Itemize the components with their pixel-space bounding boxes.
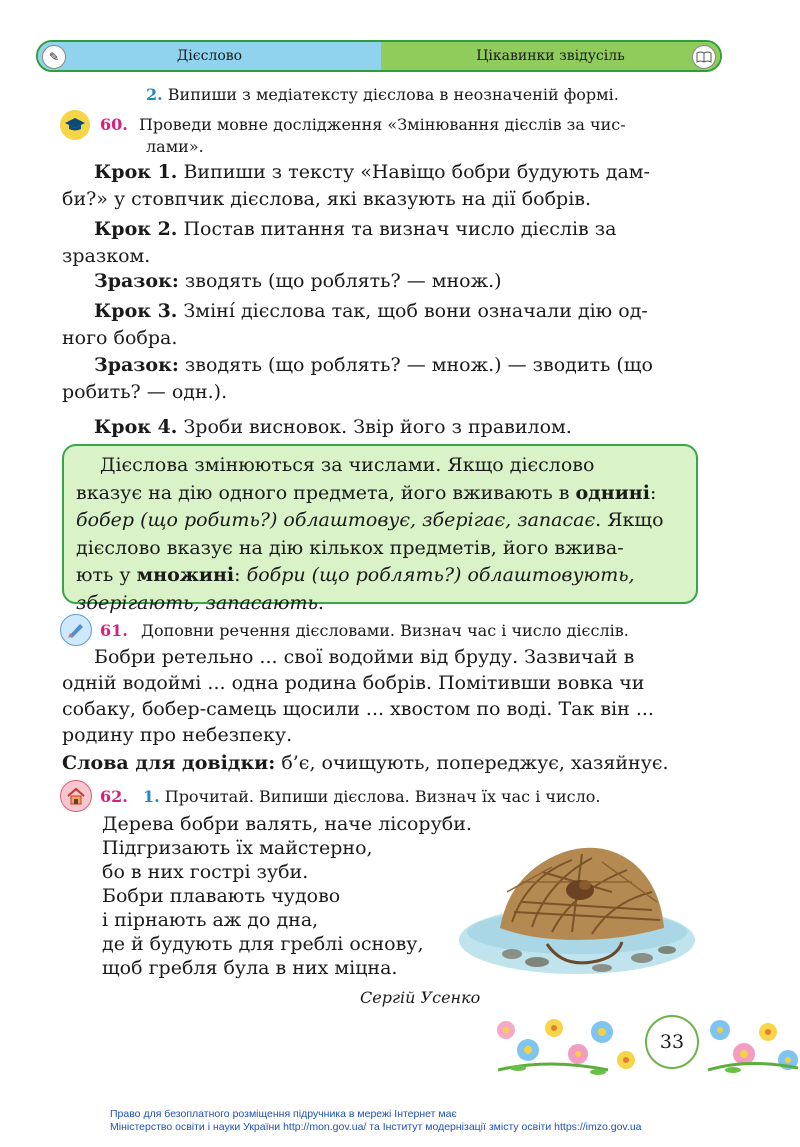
intro-line-2: лами». — [146, 137, 204, 156]
subtask-number: 1. — [142, 787, 160, 806]
step-4 — [94, 414, 572, 441]
sample-1-text: зводять (що роблять? — множ.) — [184, 270, 502, 292]
rule-text: . Якщо — [595, 509, 664, 531]
poem — [102, 812, 472, 980]
pen-icon: ✎ — [42, 45, 66, 69]
exercise-number: 60. — [100, 115, 128, 134]
page-number: 33 — [645, 1015, 699, 1069]
rubric-title: Цікавинки звідусіль — [476, 48, 625, 64]
ex61-line-3: собаку, бобер-самець щосили ... хвостом по воді. Так він ... — [62, 698, 654, 720]
step-2 — [94, 216, 698, 243]
task-2 — [146, 84, 619, 106]
beaver-lodge-illustration — [452, 832, 702, 982]
ex61-line-1: Бобри ретельно ... свої водойми від бруду. Зазвичай в — [94, 646, 635, 668]
step-3-text: Змiнí дієслова так, щоб вони означали дію од- — [183, 300, 648, 322]
writing-hand-icon — [60, 614, 92, 646]
header-bar — [36, 40, 722, 72]
poem-line: бо в них гострі зуби. — [102, 861, 309, 883]
step-1 — [94, 159, 698, 186]
rule-text: . — [317, 591, 324, 614]
intro-line-1: Проведи мовне дослідження «Змінювання дієслів за чис- — [138, 115, 626, 134]
footer-line-1: Право для безоплатного розміщення підручника в мережі Інтернет має — [110, 1108, 457, 1120]
step-4-text: Зроби висновок. Звір його з правилом. — [183, 416, 572, 438]
header-left — [38, 42, 381, 70]
sample-label: Зразок: — [94, 354, 179, 376]
exercise-number: 61. — [100, 621, 128, 640]
step-3 — [94, 298, 698, 325]
sample-2 — [94, 352, 698, 379]
step-1-line-2: би?» у стовпчик дієслова, які вказують на дії бобрів. — [62, 188, 592, 210]
step-3-line-2: ного бобра. — [62, 327, 178, 349]
sample-2-text: зводять (що роблять? — множ.) — зводить (що — [184, 354, 653, 376]
poem-line: Дерева бобри валять, наче лісоруби. — [102, 813, 472, 835]
graduation-cap-icon — [60, 110, 90, 140]
poem-line: де й будують для греблі основу, — [102, 933, 424, 955]
rule-text: : — [234, 564, 247, 586]
poem-line: Підгризають їх майстерно, — [102, 837, 373, 859]
rule-term-plural: множині — [136, 564, 235, 586]
rule-example: бобер (що робить?) облаштовує, зберігає, запасає — [76, 509, 596, 531]
sample-2-line-2: робить? — одн.). — [62, 381, 228, 403]
poem-line: Бобри плавають чудово — [102, 885, 341, 907]
rule-text: вказує на дію одного предмета, його вживають в — [76, 481, 576, 504]
rule-line-2 — [76, 480, 684, 508]
rule-box — [62, 444, 698, 614]
hint-words: б’є, очищують, попереджує, хазяйнує. — [281, 752, 669, 774]
rule-text: ють у — [76, 564, 137, 586]
rule-line-3 — [76, 507, 684, 535]
poem-line: і пірнають аж до дна, — [102, 909, 319, 931]
rule-line-4: дієслово вказує на дію кількох предметів, його вжива- — [76, 536, 624, 559]
rule-line-5 — [76, 562, 684, 590]
poem-author: Сергій Усенко — [360, 988, 481, 1007]
house-icon — [60, 780, 92, 812]
sample-1 — [94, 268, 502, 295]
step-2-label: Крок 2. — [94, 218, 178, 240]
footer-copyright — [110, 1108, 710, 1134]
task-text: Випиши з медіатексту дієслова в неозначеній формі. — [167, 85, 619, 104]
ex61-hint — [62, 750, 698, 777]
book-icon — [692, 45, 716, 69]
task-number: 2. — [146, 85, 163, 104]
rule-line-6 — [76, 590, 684, 618]
sample-label: Зразок: — [94, 270, 179, 292]
exercise-number: 62. — [100, 787, 128, 806]
rule-example: бобри (що роблять?) облаштовують, — [246, 564, 635, 586]
ex61-line-2: одній водоймі ... одна родина бобрів. Помітивши вовка чи — [62, 672, 645, 694]
footer-line-2: Міністерство освіти і науки України http://mon.gov.ua/ та Інститут модернізації змісту освіти https://imzo.gov.ua — [110, 1121, 642, 1133]
rule-text: : — [649, 481, 657, 504]
section-title: Дієслово — [176, 48, 243, 64]
rule-example: зберігають, запасають — [76, 591, 318, 614]
step-3-label: Крок 3. — [94, 300, 178, 322]
step-2-line-2: зразком. — [62, 245, 151, 267]
ex61-line-4: родину про небезпеку. — [62, 724, 293, 746]
hint-label: Слова для довідки: — [62, 752, 276, 774]
step-2-text: Постав питання та визнач число дієслів за — [183, 218, 617, 240]
step-1-text: Випиши з тексту «Навіщо бобри будують дам- — [183, 161, 650, 183]
exercise-62-instruction — [100, 786, 700, 808]
instruction-text: Доповни речення дієсловами. Визнач час і число дієслів. — [140, 621, 629, 640]
rule-line-1: Дієслова змінюються за числами. Якщо дієслово — [100, 454, 595, 476]
exercise-61-instruction — [100, 620, 700, 642]
exercise-60-intro — [100, 114, 700, 136]
rule-term-singular: однині — [575, 481, 650, 504]
flower-border-decoration — [488, 1010, 800, 1080]
header-right — [381, 42, 720, 70]
step-4-label: Крок 4. — [94, 416, 178, 438]
poem-line: щоб гребля була в них міцна. — [102, 957, 398, 979]
step-1-label: Крок 1. — [94, 161, 178, 183]
instruction-text: Прочитай. Випиши дієслова. Визнач їх час і число. — [164, 787, 601, 806]
